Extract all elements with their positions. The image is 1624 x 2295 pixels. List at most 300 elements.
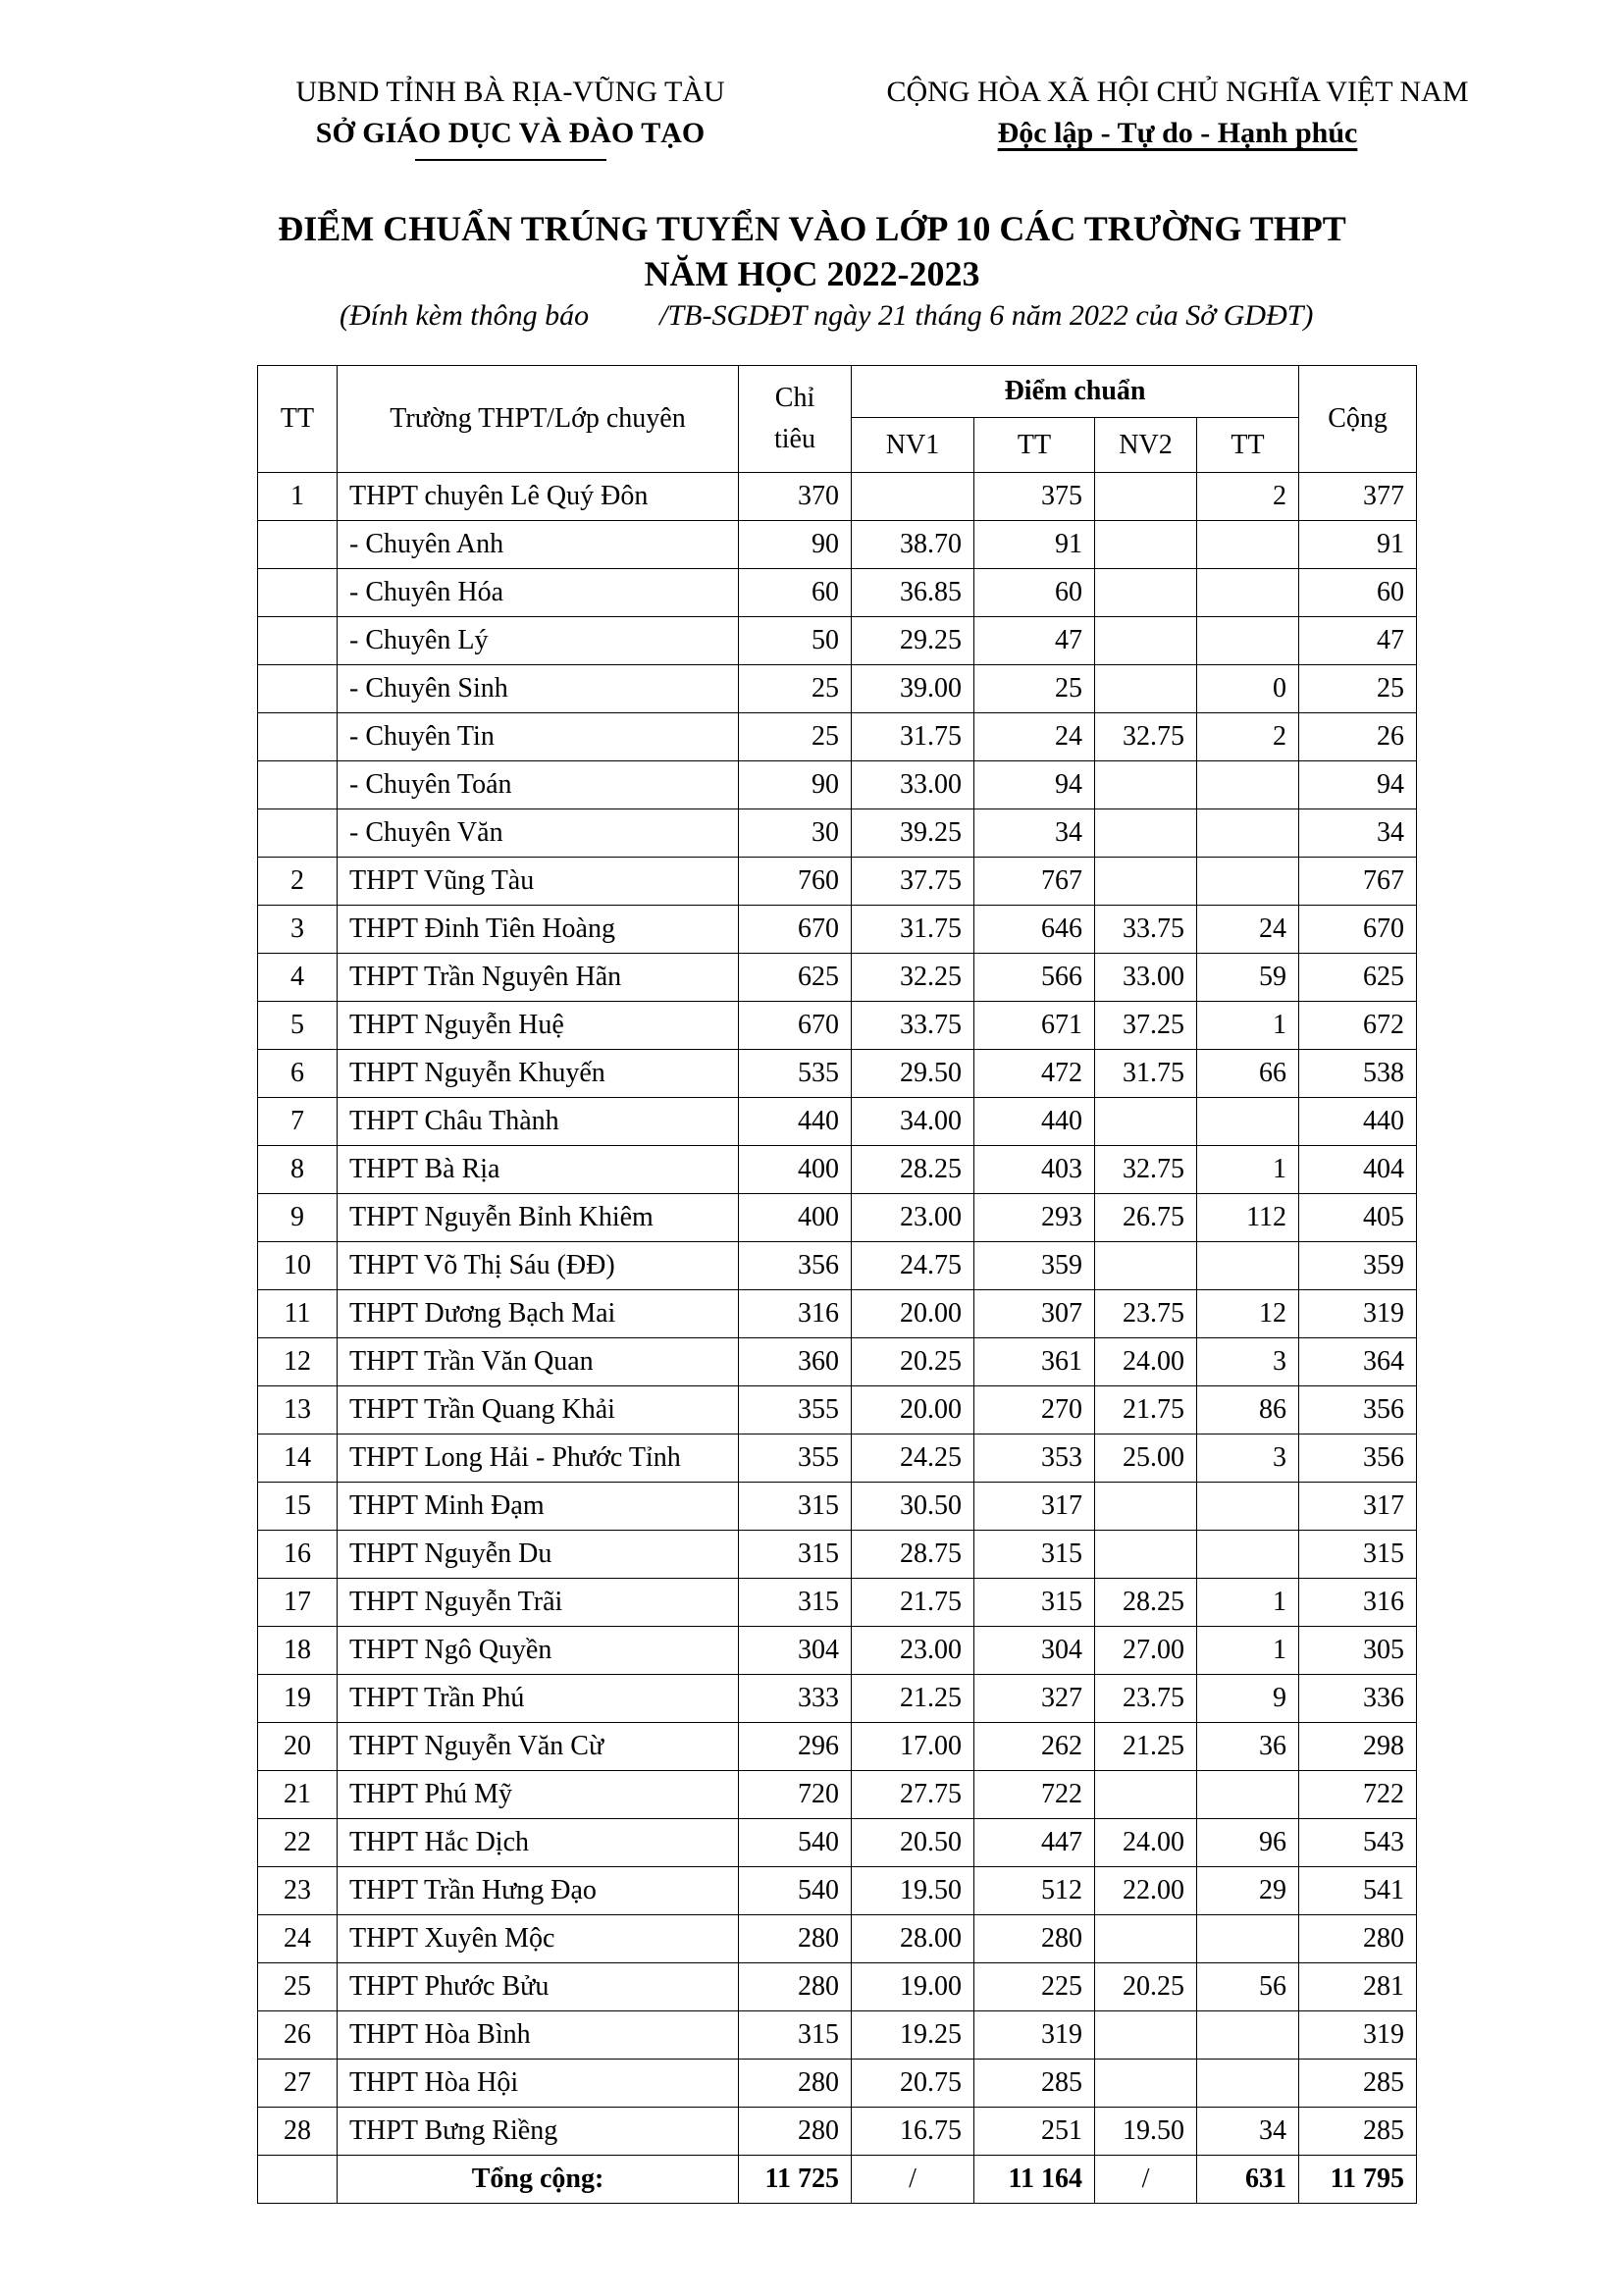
cell-tt2: 112 [1197, 1194, 1299, 1242]
cell-tt1: 722 [974, 1771, 1095, 1819]
cell-tt1: 307 [974, 1290, 1095, 1338]
col-header-nv1: NV1 [852, 418, 974, 473]
cell-quota: 370 [739, 473, 852, 521]
cell-tt: 24 [258, 1915, 338, 1963]
cell-quota: 333 [739, 1675, 852, 1723]
table-row [258, 665, 1417, 713]
cell-nv2 [1095, 858, 1197, 906]
cell-total: 767 [1299, 858, 1417, 906]
cell-nv1: 27.75 [852, 1771, 974, 1819]
cell-tt [258, 761, 338, 809]
cell-nv2 [1095, 761, 1197, 809]
cell-nv2: 26.75 [1095, 1194, 1197, 1242]
cell-total: 60 [1299, 569, 1417, 617]
cell-school: THPT Nguyễn Huệ [338, 1002, 739, 1050]
cell-tt2: 96 [1197, 1819, 1299, 1867]
cell-tt: 6 [258, 1050, 338, 1098]
cell-total: 670 [1299, 906, 1417, 954]
cell-total: 440 [1299, 1098, 1417, 1146]
cell-school: THPT Xuyên Mộc [338, 1915, 739, 1963]
cell-total: 26 [1299, 713, 1417, 761]
cell-nv2: 27.00 [1095, 1627, 1197, 1675]
cell-school: THPT Võ Thị Sáu (ĐĐ) [338, 1242, 739, 1290]
cell-school: THPT Nguyễn Khuyến [338, 1050, 739, 1098]
cell-quota: 315 [739, 1531, 852, 1579]
table-row [258, 2060, 1417, 2108]
cell-tt: 18 [258, 1627, 338, 1675]
cell-total: 356 [1299, 1386, 1417, 1434]
cell-school: - Chuyên Hóa [338, 569, 739, 617]
cell-quota: 280 [739, 2108, 852, 2156]
cell-quota: 360 [739, 1338, 852, 1386]
document-title: ĐIỂM CHUẨN TRÚNG TUYỂN VÀO LỚP 10 CÁC TRƯỜNG THPT [278, 209, 1346, 248]
table-row [258, 1386, 1417, 1434]
cell-tt1: 285 [974, 2060, 1095, 2108]
table-row [258, 809, 1417, 858]
cell-tt2 [1197, 1098, 1299, 1146]
cell-nv1: 21.75 [852, 1579, 974, 1627]
cell-quota: 540 [739, 1867, 852, 1915]
total-row [258, 2156, 1417, 2204]
cell-tt2: 34 [1197, 2108, 1299, 2156]
cell-school: THPT Trần Quang Khải [338, 1386, 739, 1434]
cell-school: THPT Nguyễn Văn Cừ [338, 1723, 739, 1771]
cell-tt1: 60 [974, 569, 1095, 617]
cell-nv1: 17.00 [852, 1723, 974, 1771]
cell-tt2: 29 [1197, 1867, 1299, 1915]
cell-tt2: 0 [1197, 665, 1299, 713]
table-row [258, 1579, 1417, 1627]
cell-tt [258, 713, 338, 761]
cell-school: THPT Hòa Hội [338, 2060, 739, 2108]
table-row [258, 761, 1417, 809]
cell-tt1: 359 [974, 1242, 1095, 1290]
cell-tt1: 225 [974, 1963, 1095, 2011]
cell-school: - Chuyên Tin [338, 713, 739, 761]
cell-tt2: 1 [1197, 1146, 1299, 1194]
cell-tt: 5 [258, 1002, 338, 1050]
cell-tt: 25 [258, 1963, 338, 2011]
cell-tt: 3 [258, 906, 338, 954]
table-row [258, 713, 1417, 761]
cell-nv1: 31.75 [852, 713, 974, 761]
cell-tt2: 2 [1197, 713, 1299, 761]
cell-tt1: 262 [974, 1723, 1095, 1771]
table-row [258, 1627, 1417, 1675]
cell-quota: 400 [739, 1194, 852, 1242]
cell-total: 316 [1299, 1579, 1417, 1627]
cell-tt: 10 [258, 1242, 338, 1290]
cell-tt: 12 [258, 1338, 338, 1386]
cell-nv2 [1095, 1242, 1197, 1290]
cell-nv1: 20.25 [852, 1338, 974, 1386]
cell-nv2: 23.75 [1095, 1675, 1197, 1723]
cell-nv1: 30.50 [852, 1483, 974, 1531]
cell-total: 305 [1299, 1627, 1417, 1675]
cell-school: THPT Trần Hưng Đạo [338, 1867, 739, 1915]
cell-total: 25 [1299, 665, 1417, 713]
cell-tt1: 25 [974, 665, 1095, 713]
cell-total: 94 [1299, 761, 1417, 809]
cell-nv1: 28.00 [852, 1915, 974, 1963]
cell-nv1: 33.00 [852, 761, 974, 809]
cell-tt1: 512 [974, 1867, 1095, 1915]
cell-tt: 23 [258, 1867, 338, 1915]
cell-nv2: 32.75 [1095, 713, 1197, 761]
cell-school: THPT Bưng Riềng [338, 2108, 739, 2156]
table-row [258, 1338, 1417, 1386]
cell-total: 298 [1299, 1723, 1417, 1771]
issuer-underline [415, 159, 606, 161]
total-label: Tổng cộng: [338, 2156, 739, 2204]
cell-nv2: 21.75 [1095, 1386, 1197, 1434]
cell-quota: 280 [739, 1915, 852, 1963]
cell-tt: 13 [258, 1386, 338, 1434]
cell-tt1: 403 [974, 1146, 1095, 1194]
cell-tt1: 270 [974, 1386, 1095, 1434]
cell-tt2: 56 [1197, 1963, 1299, 2011]
cell-tt2: 9 [1197, 1675, 1299, 1723]
col-header-cutoff-group: Điểm chuẩn [852, 366, 1299, 418]
cell-nv1: 20.00 [852, 1290, 974, 1338]
cell-total: 356 [1299, 1434, 1417, 1483]
cell-school: THPT Trần Văn Quan [338, 1338, 739, 1386]
cell-tt1: 24 [974, 713, 1095, 761]
cell-nv1: 20.00 [852, 1386, 974, 1434]
table-row [258, 1963, 1417, 2011]
cell-total: 722 [1299, 1771, 1417, 1819]
cell-nv1: 31.75 [852, 906, 974, 954]
cell-quota: 60 [739, 569, 852, 617]
cell-quota: 670 [739, 1002, 852, 1050]
cell-tt2: 24 [1197, 906, 1299, 954]
table-row [258, 1098, 1417, 1146]
cell-tt1: 447 [974, 1819, 1095, 1867]
cell-nv2: 31.75 [1095, 1050, 1197, 1098]
cell-nv2 [1095, 809, 1197, 858]
table-row [258, 858, 1417, 906]
col-header-school: Trường THPT/Lớp chuyên [338, 366, 739, 473]
cell-total: 280 [1299, 1915, 1417, 1963]
cutoff-scores-table [257, 365, 1417, 2204]
cell-nv1: 23.00 [852, 1627, 974, 1675]
cell-tt2: 3 [1197, 1434, 1299, 1483]
cell-nv2 [1095, 1098, 1197, 1146]
col-header-tt: TT [258, 366, 338, 473]
national-header-block [834, 73, 1521, 155]
cell-quota: 25 [739, 713, 852, 761]
cell-nv1: 19.50 [852, 1867, 974, 1915]
cell-tt: 22 [258, 1819, 338, 1867]
table-row [258, 617, 1417, 665]
cell-nv1: 32.25 [852, 954, 974, 1002]
cell-tt2 [1197, 858, 1299, 906]
cell-tt1: 671 [974, 1002, 1095, 1050]
cell-quota: 440 [739, 1098, 852, 1146]
cell-tt: 8 [258, 1146, 338, 1194]
cell-tt1: 315 [974, 1531, 1095, 1579]
cell-quota: 625 [739, 954, 852, 1002]
cell-tt1: 472 [974, 1050, 1095, 1098]
cell-total: 319 [1299, 2011, 1417, 2060]
cell-school: THPT Ngô Quyền [338, 1627, 739, 1675]
cell-tt2 [1197, 809, 1299, 858]
cell-tt [258, 521, 338, 569]
cell-tt2 [1197, 1483, 1299, 1531]
table-row [258, 1915, 1417, 1963]
table-row [258, 954, 1417, 1002]
cell-nv2: 19.50 [1095, 2108, 1197, 2156]
total-tt1: 11 164 [974, 2156, 1095, 2204]
cell-nv2 [1095, 521, 1197, 569]
cell-tt2: 12 [1197, 1290, 1299, 1338]
col-header-tt1: TT [974, 418, 1095, 473]
table-row [258, 1290, 1417, 1338]
cell-tt: 19 [258, 1675, 338, 1723]
total-quota: 11 725 [739, 2156, 852, 2204]
cell-nv2: 33.75 [1095, 906, 1197, 954]
cell-tt [258, 665, 338, 713]
table-row [258, 1771, 1417, 1819]
cell-school: THPT Bà Rịa [338, 1146, 739, 1194]
cell-school: THPT Nguyễn Trãi [338, 1579, 739, 1627]
cell-nv2 [1095, 1531, 1197, 1579]
cell-tt1: 440 [974, 1098, 1095, 1146]
total-nv1: / [852, 2156, 974, 2204]
cell-nv1: 20.75 [852, 2060, 974, 2108]
cell-quota: 50 [739, 617, 852, 665]
total-nv2: / [1095, 2156, 1197, 2204]
cell-quota: 535 [739, 1050, 852, 1098]
table-body [258, 473, 1417, 2156]
total-tt2: 631 [1197, 2156, 1299, 2204]
cell-total: 543 [1299, 1819, 1417, 1867]
cell-tt1: 251 [974, 2108, 1095, 2156]
cell-quota: 400 [739, 1146, 852, 1194]
table-row [258, 1242, 1417, 1290]
national-name: CỘNG HÒA XÃ HỘI CHỦ NGHĨA VIỆT NAM [886, 76, 1469, 108]
cell-tt: 20 [258, 1723, 338, 1771]
table-row [258, 1531, 1417, 1579]
cell-school: THPT Châu Thành [338, 1098, 739, 1146]
cell-tt1: 319 [974, 2011, 1095, 2060]
cell-tt2: 36 [1197, 1723, 1299, 1771]
national-motto: Độc lập - Tự do - Hạnh phúc [997, 117, 1358, 149]
cell-school: - Chuyên Sinh [338, 665, 739, 713]
cell-tt2 [1197, 2060, 1299, 2108]
cell-tt: 1 [258, 473, 338, 521]
cell-nv1: 36.85 [852, 569, 974, 617]
cell-quota: 90 [739, 521, 852, 569]
cell-school: THPT Nguyễn Du [338, 1531, 739, 1579]
cell-nv1: 20.50 [852, 1819, 974, 1867]
cell-tt2 [1197, 1771, 1299, 1819]
col-header-nv2: NV2 [1095, 418, 1197, 473]
cell-tt2: 1 [1197, 1627, 1299, 1675]
cell-tt2 [1197, 1242, 1299, 1290]
cell-quota: 296 [739, 1723, 852, 1771]
cell-nv2: 24.00 [1095, 1819, 1197, 1867]
total-tt-cell [258, 2156, 338, 2204]
cell-nv1: 23.00 [852, 1194, 974, 1242]
cell-quota: 280 [739, 1963, 852, 2011]
cell-quota: 670 [739, 906, 852, 954]
cell-quota: 355 [739, 1386, 852, 1434]
cell-nv2: 33.00 [1095, 954, 1197, 1002]
table-row [258, 1723, 1417, 1771]
cell-tt2: 1 [1197, 1002, 1299, 1050]
cell-tt2 [1197, 569, 1299, 617]
cell-quota: 540 [739, 1819, 852, 1867]
cell-total: 285 [1299, 2108, 1417, 2156]
cell-quota: 280 [739, 2060, 852, 2108]
cell-school: THPT Minh Đạm [338, 1483, 739, 1531]
col-header-quota-line2: tiêu [774, 424, 815, 454]
cell-tt1: 94 [974, 761, 1095, 809]
cell-nv1: 19.25 [852, 2011, 974, 2060]
subtitle-part-1: (Đính kèm thông báo [340, 299, 590, 332]
cell-tt1: 304 [974, 1627, 1095, 1675]
table-row [258, 1483, 1417, 1531]
cell-tt: 17 [258, 1579, 338, 1627]
cell-total: 625 [1299, 954, 1417, 1002]
cell-nv2: 25.00 [1095, 1434, 1197, 1483]
cell-total: 47 [1299, 617, 1417, 665]
cell-total: 285 [1299, 2060, 1417, 2108]
cell-nv1: 34.00 [852, 1098, 974, 1146]
cell-school: THPT Hắc Dịch [338, 1819, 739, 1867]
cell-tt2: 86 [1197, 1386, 1299, 1434]
cell-nv1: 24.75 [852, 1242, 974, 1290]
cell-nv1: 29.50 [852, 1050, 974, 1098]
cell-total: 541 [1299, 1867, 1417, 1915]
cell-quota: 315 [739, 2011, 852, 2060]
cell-tt: 14 [258, 1434, 338, 1483]
cell-tt: 21 [258, 1771, 338, 1819]
table-row [258, 569, 1417, 617]
cell-quota: 315 [739, 1483, 852, 1531]
cell-nv2 [1095, 1483, 1197, 1531]
cell-school: THPT Đinh Tiên Hoàng [338, 906, 739, 954]
cell-nv2 [1095, 569, 1197, 617]
cell-tt2: 59 [1197, 954, 1299, 1002]
col-header-quota-line1: Chỉ [774, 383, 815, 413]
cell-nv2: 22.00 [1095, 1867, 1197, 1915]
cell-tt [258, 569, 338, 617]
cell-nv2 [1095, 1771, 1197, 1819]
cell-tt: 27 [258, 2060, 338, 2108]
cell-nv1: 39.00 [852, 665, 974, 713]
cell-total: 672 [1299, 1002, 1417, 1050]
table-row [258, 1675, 1417, 1723]
cell-tt: 4 [258, 954, 338, 1002]
cell-nv1: 38.70 [852, 521, 974, 569]
cell-tt2 [1197, 521, 1299, 569]
cell-nv2 [1095, 2060, 1197, 2108]
col-header-quota [739, 366, 852, 473]
table-row [258, 1194, 1417, 1242]
cell-nv2: 28.25 [1095, 1579, 1197, 1627]
table-row [258, 1146, 1417, 1194]
cell-school: - Chuyên Văn [338, 809, 739, 858]
cell-nv1: 28.75 [852, 1531, 974, 1579]
col-header-total: Cộng [1299, 366, 1417, 473]
cell-nv1: 37.75 [852, 858, 974, 906]
cell-school: THPT Phước Bửu [338, 1963, 739, 2011]
cell-nv1: 21.25 [852, 1675, 974, 1723]
cell-tt1: 353 [974, 1434, 1095, 1483]
cell-quota: 90 [739, 761, 852, 809]
cell-nv2: 32.75 [1095, 1146, 1197, 1194]
subtitle-part-2: /TB-SGDĐT ngày 21 tháng 6 năm 2022 của Sở GDĐT) [659, 299, 1314, 332]
cell-nv2 [1095, 617, 1197, 665]
cell-tt2 [1197, 1531, 1299, 1579]
cell-school: THPT Trần Nguyên Hãn [338, 954, 739, 1002]
cell-total: 359 [1299, 1242, 1417, 1290]
cell-quota: 30 [739, 809, 852, 858]
table-row [258, 1867, 1417, 1915]
cell-tt2: 3 [1197, 1338, 1299, 1386]
cell-tt: 26 [258, 2011, 338, 2060]
cell-tt: 16 [258, 1531, 338, 1579]
cell-tt1: 34 [974, 809, 1095, 858]
cell-tt2 [1197, 2011, 1299, 2060]
cell-tt2: 1 [1197, 1579, 1299, 1627]
cell-tt [258, 617, 338, 665]
table-row [258, 2108, 1417, 2156]
cell-total: 317 [1299, 1483, 1417, 1531]
cell-tt1: 375 [974, 473, 1095, 521]
document-title-year: NĂM HỌC 2022-2023 [644, 254, 980, 293]
col-header-tt2: TT [1197, 418, 1299, 473]
cell-nv1: 33.75 [852, 1002, 974, 1050]
cell-tt2 [1197, 617, 1299, 665]
cell-total: 34 [1299, 809, 1417, 858]
header-row [258, 366, 1417, 418]
cell-school: THPT Long Hải - Phước Tỉnh [338, 1434, 739, 1483]
cell-tt1: 315 [974, 1579, 1095, 1627]
cell-quota: 760 [739, 858, 852, 906]
cell-total: 538 [1299, 1050, 1417, 1098]
cell-tt1: 566 [974, 954, 1095, 1002]
issuer-province: UBND TỈNH BÀ RỊA-VŨNG TÀU [295, 76, 725, 108]
cell-nv1: 29.25 [852, 617, 974, 665]
cell-tt1: 293 [974, 1194, 1095, 1242]
table-row [258, 1002, 1417, 1050]
cell-tt: 28 [258, 2108, 338, 2156]
cell-school: THPT Nguyễn Bỉnh Khiêm [338, 1194, 739, 1242]
cell-tt1: 767 [974, 858, 1095, 906]
cell-nv1: 39.25 [852, 809, 974, 858]
cell-nv2: 37.25 [1095, 1002, 1197, 1050]
total-sum: 11 795 [1299, 2156, 1417, 2204]
cell-tt1: 91 [974, 521, 1095, 569]
cell-total: 91 [1299, 521, 1417, 569]
cell-school: THPT Vũng Tàu [338, 858, 739, 906]
cell-quota: 315 [739, 1579, 852, 1627]
cell-nv2: 20.25 [1095, 1963, 1197, 2011]
cell-tt1: 361 [974, 1338, 1095, 1386]
cell-school: - Chuyên Toán [338, 761, 739, 809]
cell-tt2: 66 [1197, 1050, 1299, 1098]
table-row [258, 2011, 1417, 2060]
cell-school: THPT chuyên Lê Quý Đôn [338, 473, 739, 521]
table-row [258, 1819, 1417, 1867]
cell-quota: 355 [739, 1434, 852, 1483]
cell-tt: 11 [258, 1290, 338, 1338]
cell-total: 377 [1299, 473, 1417, 521]
cell-nv1: 16.75 [852, 2108, 974, 2156]
